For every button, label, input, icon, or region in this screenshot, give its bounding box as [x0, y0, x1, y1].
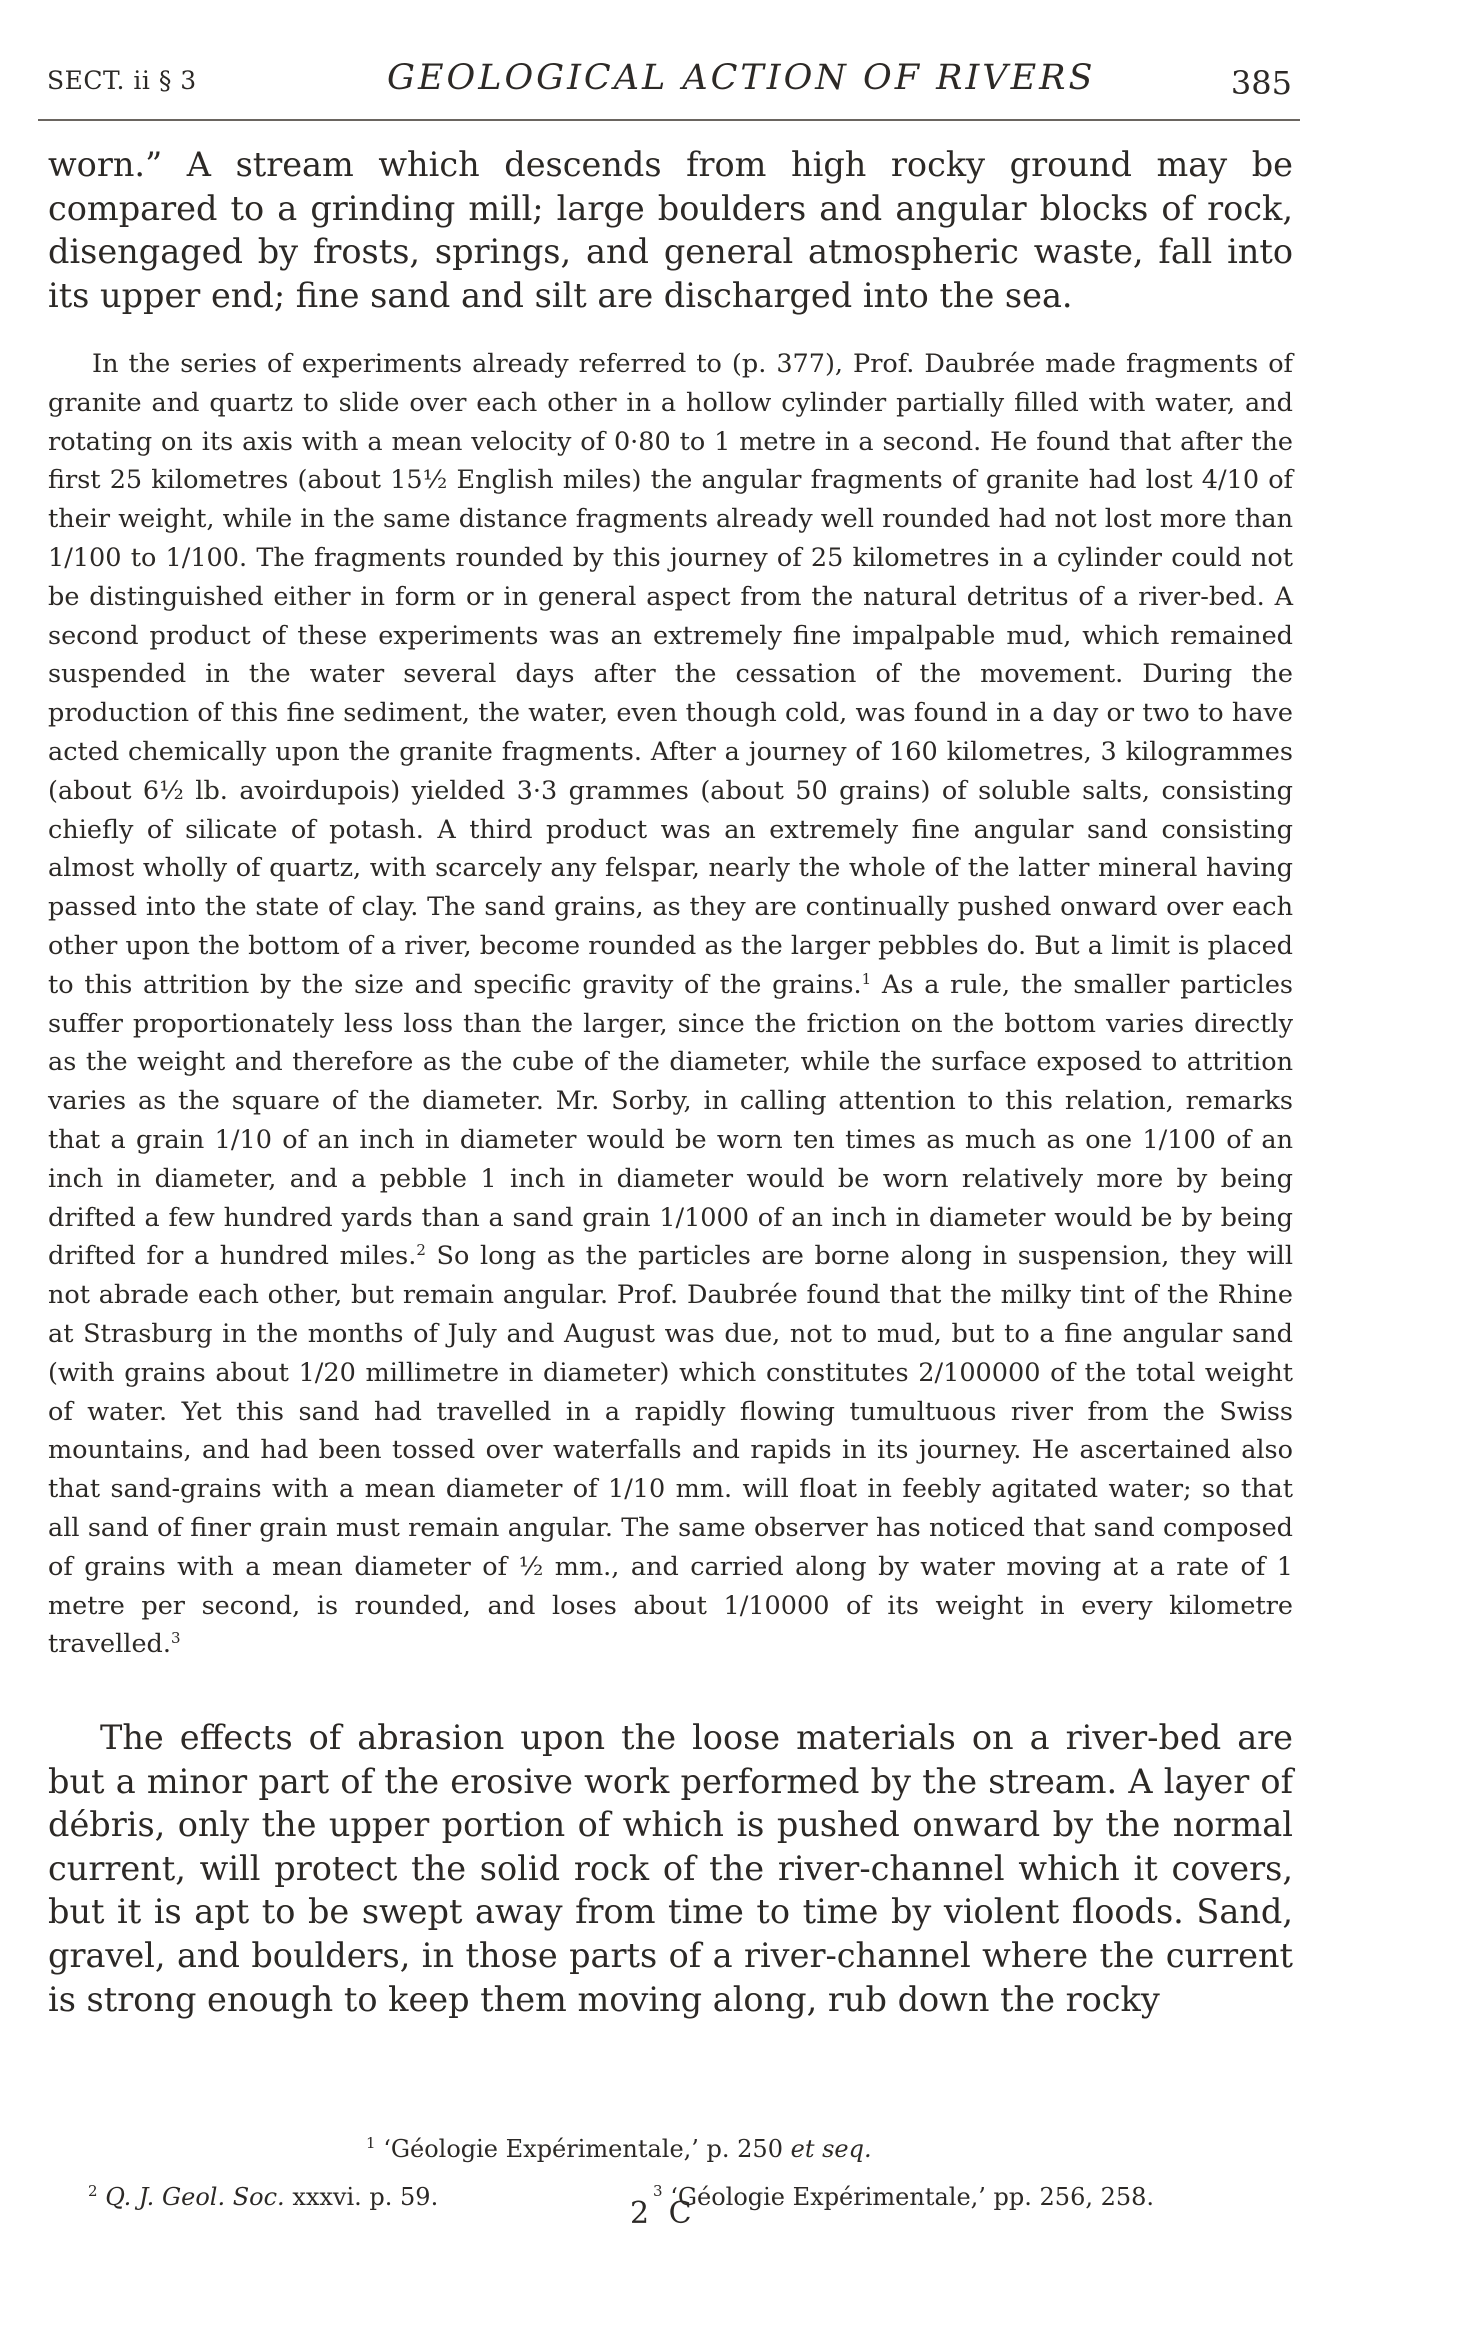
header-rule	[38, 119, 1300, 121]
paragraph-worn: worn.” A stream which descends from high rocky ground may be compared to a grinding mill; large boulders and angular blocks of rock, disengaged by frosts, springs, and general atmospheric waste, fall into its upper end; fine sand and silt are discharged into the sea.	[48, 145, 1293, 315]
footnote-mark: 2	[88, 2182, 98, 2200]
paragraph-text-1: In the series of experiments already referred to (p. 377), Prof. Daubrée made fragments of granite and quartz to slide over each other in a hollow cylinder partially filled with water, and rotating on its axis with a mean velocity of 0·80 to 1 metre in a second. He found that after the first 25 kilometres (about 15½ English miles) the angular fragments of granite had lost 4/10 of their weight, while in the same distance fragments already well rounded had not lost more than 1/100 to 1/100. The fragments rounded by this journey of 25 kilometres in a cylinder could not be distinguished either in form or in general aspect from the natural detritus of a river-bed. A second product of these experiments was an extremely fine impalpable mud, which remained suspended in the water several days after the cessation of the movement. During the production of this fine sediment, the water, even though cold, was found in a day or two to have acted chemically upon the granite fragments. After a journey of 160 kilometres, 3 kilogrammes (about 6½ lb. avoirdupois) yielded 3·3 grammes (about 50 grains) of soluble salts, consisting chiefly of silicate of potash. A third product was an extremely fine angular sand consisting almost wholly of quartz, with scarcely any felspar, nearly the whole of the latter mineral having passed into the state of clay. The sand grains, as they are continually pushed onward over each other upon the bottom of a river, become rounded as the larger pebbles do. But a limit is placed to this attrition by the size and specific gravity of the grains.	[48, 349, 1293, 1000]
footnote-mark: 1	[366, 2134, 376, 2152]
footnote-journal: Q. J. Geol. Soc.	[105, 2183, 285, 2211]
footnote-ref-2: 2	[416, 1241, 426, 1260]
paragraph-text-2: As a rule, the smaller particles suffer proportionately less loss than the larger, since the friction on the bottom varies directly as the weight and therefore as the cube of the diameter, while the surface exposed to attrition varies as the square of the diameter. Mr. Sorby, in calling attention to this relation, remarks that a grain 1/10 of an inch in diameter would be worn ten times as much as one 1/100 of an inch in diameter, and a pebble 1 inch in diameter would be worn relatively more by being drifted a few hundred yards than a sand grain 1/1000 of an inch in diameter would be by being drifted for a hundred miles.	[48, 969, 1293, 1272]
paragraph-daubree-experiments	[48, 345, 1293, 1664]
paragraph-abrasion-effects: The effects of abrasion upon the loose materials on a river-bed are but a minor part of the erosive work performed by the stream. A layer of débris, only the upper portion of which is pushed onward by the normal current, will protect the solid rock of the river-channel which it covers, but it is apt to be swept away from time to time by violent floods. Sand, gravel, and boulders, in those parts of a river-channel where the current is strong enough to keep them moving along, rub down the rocky	[48, 1718, 1293, 2019]
footnote-ref-3: 3	[170, 1629, 181, 1648]
footnote-2	[88, 2183, 438, 2211]
page-number: 385	[1230, 64, 1292, 102]
footnote-1	[366, 2135, 872, 2163]
running-title: GEOLOGICAL ACTION OF RIVERS	[387, 58, 1096, 98]
footnote-3	[653, 2183, 1154, 2211]
footnote-ref-1: 1	[861, 969, 872, 988]
section-reference: SECT. ii § 3	[47, 66, 197, 95]
footnote-mark: 3	[653, 2182, 663, 2200]
footnote-text: ‘Géologie Expérimentale,’ p. 250	[383, 2135, 783, 2163]
footnote-italic: et seq.	[790, 2135, 872, 2163]
footnote-text: ‘Géologie Expérimentale,’ pp. 256, 258.	[670, 2183, 1155, 2211]
signature-mark: 2 C	[630, 2196, 697, 2231]
paragraph-text-3: So long as the particles are borne along in suspension, they will not abrade each other, but remain angular. Prof. Daubrée found that the milky tint of the Rhine at Strasburg in the months of July and August was due, not to mud, but to a fine angular sand (with grains about 1/20 millimetre in diameter) which constitutes 2/100000 of the total weight of water. Yet this sand had travelled in a rapidly flowing tumultuous river from the Swiss mountains, and had been tossed over waterfalls and rapids in its journey. He ascertained also that sand-grains with a mean diameter of 1/10 mm. will float in feebly agitated water; so that all sand of finer grain must remain angular. The same observer has noticed that sand composed of grains with a mean diameter of ½ mm., and carried along by water moving at a rate of 1 metre per second, is rounded, and loses about 1/10000 of its weight in every kilometre travelled.	[48, 1241, 1293, 1660]
running-head	[47, 58, 1292, 108]
footnote-text: xxxvi. p. 59.	[292, 2183, 439, 2211]
